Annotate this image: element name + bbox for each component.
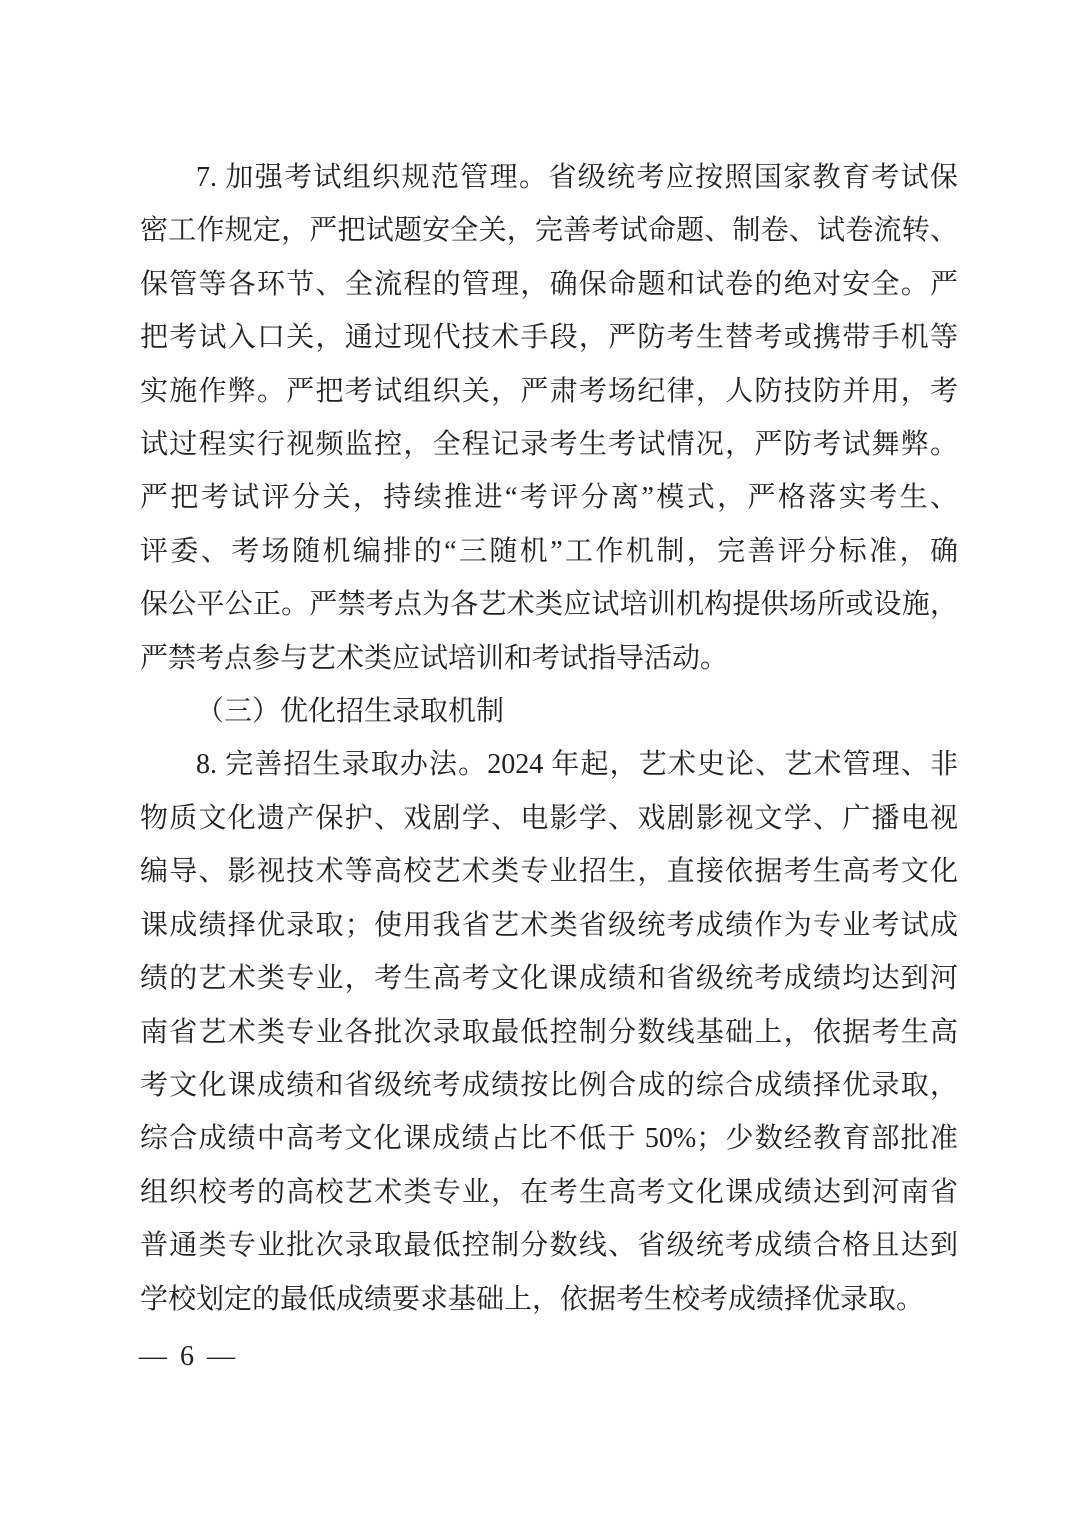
paragraph-8-line-8: 综合成绩中高考文化课成绩占比不低于 50%；少数经教育部批准 — [140, 1123, 958, 1155]
paragraph-8-line-2: 物质文化遗产保护、戏剧学、电影学、戏剧影视文学、广播电视 — [140, 802, 958, 834]
paragraph-8-line-10: 普通类专业批次录取最低控制分数线、省级统考成绩合格且达到 — [140, 1230, 958, 1262]
paragraph-8-line-4: 课成绩择优录取；使用我省艺术类省级统考成绩作为专业考试成 — [140, 909, 958, 941]
paragraph-7-line-1: 7. 加强考试组织规范管理。省级统考应按照国家教育考试保 — [196, 162, 958, 193]
paragraph-7-line-7: 严把考试评分关，持续推进“考评分离”模式，严格落实考生、 — [140, 482, 958, 514]
paragraph-8-line-3: 编导、影视技术等高校艺术类专业招生，直接依据考生高考文化 — [140, 856, 958, 888]
paragraph-7-line-6: 试过程实行视频监控，全程记录考生考试情况，严防考试舞弊。 — [140, 429, 958, 461]
paragraph-8-line-11: 学校划定的最低成绩要求基础上，依据考生校考成绩择优录取。 — [140, 1283, 925, 1315]
paragraph-8-line-1: 8. 完善招生录取办法。2024 年起，艺术史论、艺术管理、非 — [196, 749, 958, 781]
paragraph-7-line-2: 密工作规定，严把试题安全关，完善考试命题、制卷、试卷流转、 — [140, 215, 958, 247]
body-text — [140, 151, 958, 1326]
page-number: — 6 — — [139, 1341, 238, 1372]
paragraph-8-line-5: 绩的艺术类专业，考生高考文化课成绩和省级统考成绩均达到河 — [140, 963, 958, 995]
paragraph-8-line-6: 南省艺术类专业各批次录取最低控制分数线基础上，依据考生高 — [140, 1016, 958, 1048]
paragraph-7-line-10: 严禁考点参与艺术类应试培训和考试指导活动。 — [140, 642, 729, 674]
paragraph-7-line-4: 把考试入口关，通过现代技术手段，严防考生替考或携带手机等 — [140, 322, 958, 354]
paragraph-8-line-7: 考文化课成绩和省级统考成绩按比例合成的综合成绩择优录取， — [140, 1069, 958, 1101]
section-heading: （三）优化招生录取机制 — [196, 696, 505, 728]
paragraph-7-line-5: 实施作弊。严把考试组织关，严肃考场纪律，人防技防并用，考 — [140, 375, 958, 407]
paragraph-7-line-3: 保管等各环节、全流程的管理，确保命题和试卷的绝对安全。严 — [140, 268, 958, 300]
paragraph-7-line-9: 保公平公正。严禁考点为各艺术类应试培训机构提供场所或设施， — [140, 589, 958, 621]
paragraph-7-line-8: 评委、考场随机编排的“三随机”工作机制，完善评分标准，确 — [140, 535, 958, 567]
paragraph-8-line-9: 组织校考的高校艺术类专业，在考生高考文化课成绩达到河南省 — [140, 1176, 958, 1208]
